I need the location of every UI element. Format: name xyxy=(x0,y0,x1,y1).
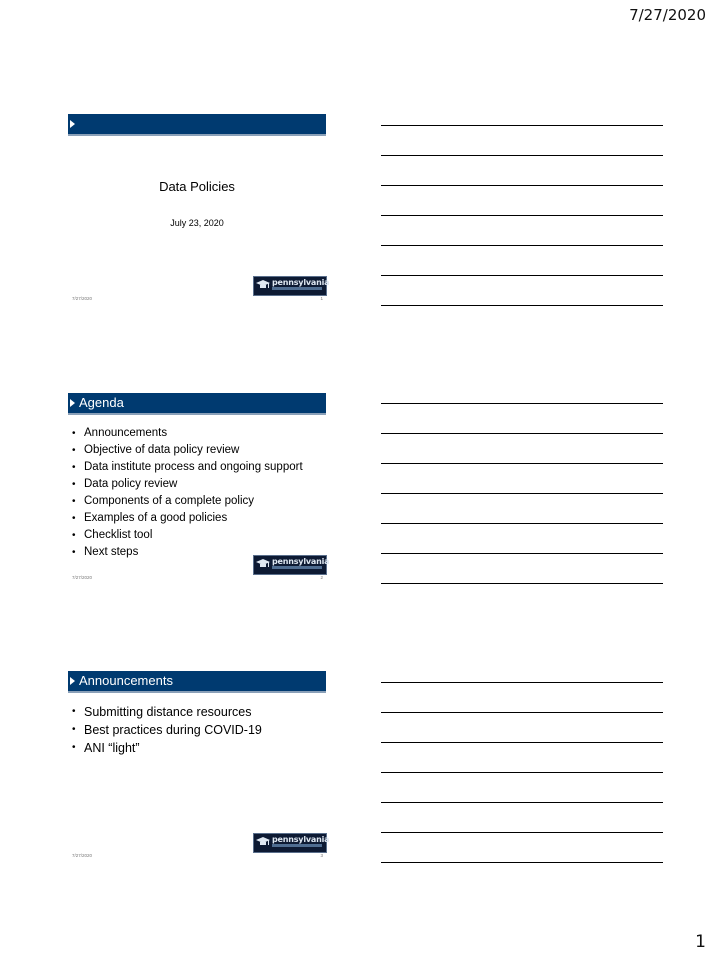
note-line xyxy=(381,862,663,863)
agenda-list xyxy=(72,425,303,561)
list-item: • Best practices during COVID-19 xyxy=(72,723,262,737)
note-line xyxy=(381,832,663,833)
slide-footer-number: 3 xyxy=(320,853,323,858)
logo-tagline-bar xyxy=(272,566,322,569)
note-line xyxy=(381,682,663,683)
list-item: • Data institute process and ongoing support xyxy=(72,461,303,473)
presentation-date: July 23, 2020 xyxy=(170,218,224,228)
logo-wordmark: pennsylvania xyxy=(272,557,330,566)
logo-wordmark: pennsylvania xyxy=(272,278,330,287)
note-line xyxy=(381,275,663,276)
pennsylvania-logo xyxy=(253,833,330,853)
slide-footer-date: 7/27/2020 xyxy=(72,575,93,580)
graduation-cap-icon xyxy=(256,835,270,851)
note-line xyxy=(381,772,663,773)
note-line xyxy=(381,433,663,434)
note-line xyxy=(381,553,663,554)
slide-title: Agenda xyxy=(79,395,124,410)
list-item: • Data policy review xyxy=(72,478,178,490)
list-item: • Next steps xyxy=(72,546,139,558)
slide-title-bar xyxy=(68,671,326,693)
announcements-list xyxy=(72,703,262,757)
graduation-cap-icon xyxy=(256,557,270,573)
note-line xyxy=(381,802,663,803)
list-item: • Announcements xyxy=(72,427,168,439)
note-line xyxy=(381,463,663,464)
note-line xyxy=(381,215,663,216)
slide-3 xyxy=(68,671,330,861)
list-item: • Submitting distance resources xyxy=(72,705,252,719)
arrow-icon xyxy=(70,120,75,128)
note-line xyxy=(381,712,663,713)
graduation-cap-icon xyxy=(256,278,270,294)
page-date: 7/27/2020 xyxy=(629,6,706,24)
logo-tagline-bar xyxy=(272,287,322,290)
note-line xyxy=(381,403,663,404)
logo-wordmark: pennsylvania xyxy=(272,835,330,844)
list-item: • Objective of data policy review xyxy=(72,444,240,456)
slide-title-bar xyxy=(68,393,326,415)
slide-title: Announcements xyxy=(79,673,173,688)
note-line xyxy=(381,742,663,743)
note-line xyxy=(381,493,663,494)
arrow-icon xyxy=(70,677,75,685)
note-line xyxy=(381,305,663,306)
note-line xyxy=(381,155,663,156)
note-line xyxy=(381,125,663,126)
list-item: • Components of a complete policy xyxy=(72,495,255,507)
pennsylvania-logo xyxy=(253,555,330,575)
slide-2 xyxy=(68,393,330,583)
list-item: • Examples of a good policies xyxy=(72,512,228,524)
logo-tagline-bar xyxy=(272,844,322,847)
pennsylvania-logo xyxy=(253,276,330,296)
slide-title-bar xyxy=(68,114,326,136)
presentation-title: Data Policies xyxy=(159,179,235,194)
slide-footer-number: 2 xyxy=(320,575,323,580)
slide-footer-date: 7/27/2020 xyxy=(72,853,93,858)
note-line xyxy=(381,185,663,186)
slide-footer-number: 1 xyxy=(320,296,323,301)
arrow-icon xyxy=(70,399,75,407)
note-line xyxy=(381,523,663,524)
slide-footer-date: 7/27/2020 xyxy=(72,296,93,301)
page-number: 1 xyxy=(695,932,706,952)
list-item: • ANI “light” xyxy=(72,741,140,755)
slide-1 xyxy=(68,114,330,304)
note-line xyxy=(381,583,663,584)
list-item: • Checklist tool xyxy=(72,529,153,541)
note-line xyxy=(381,245,663,246)
